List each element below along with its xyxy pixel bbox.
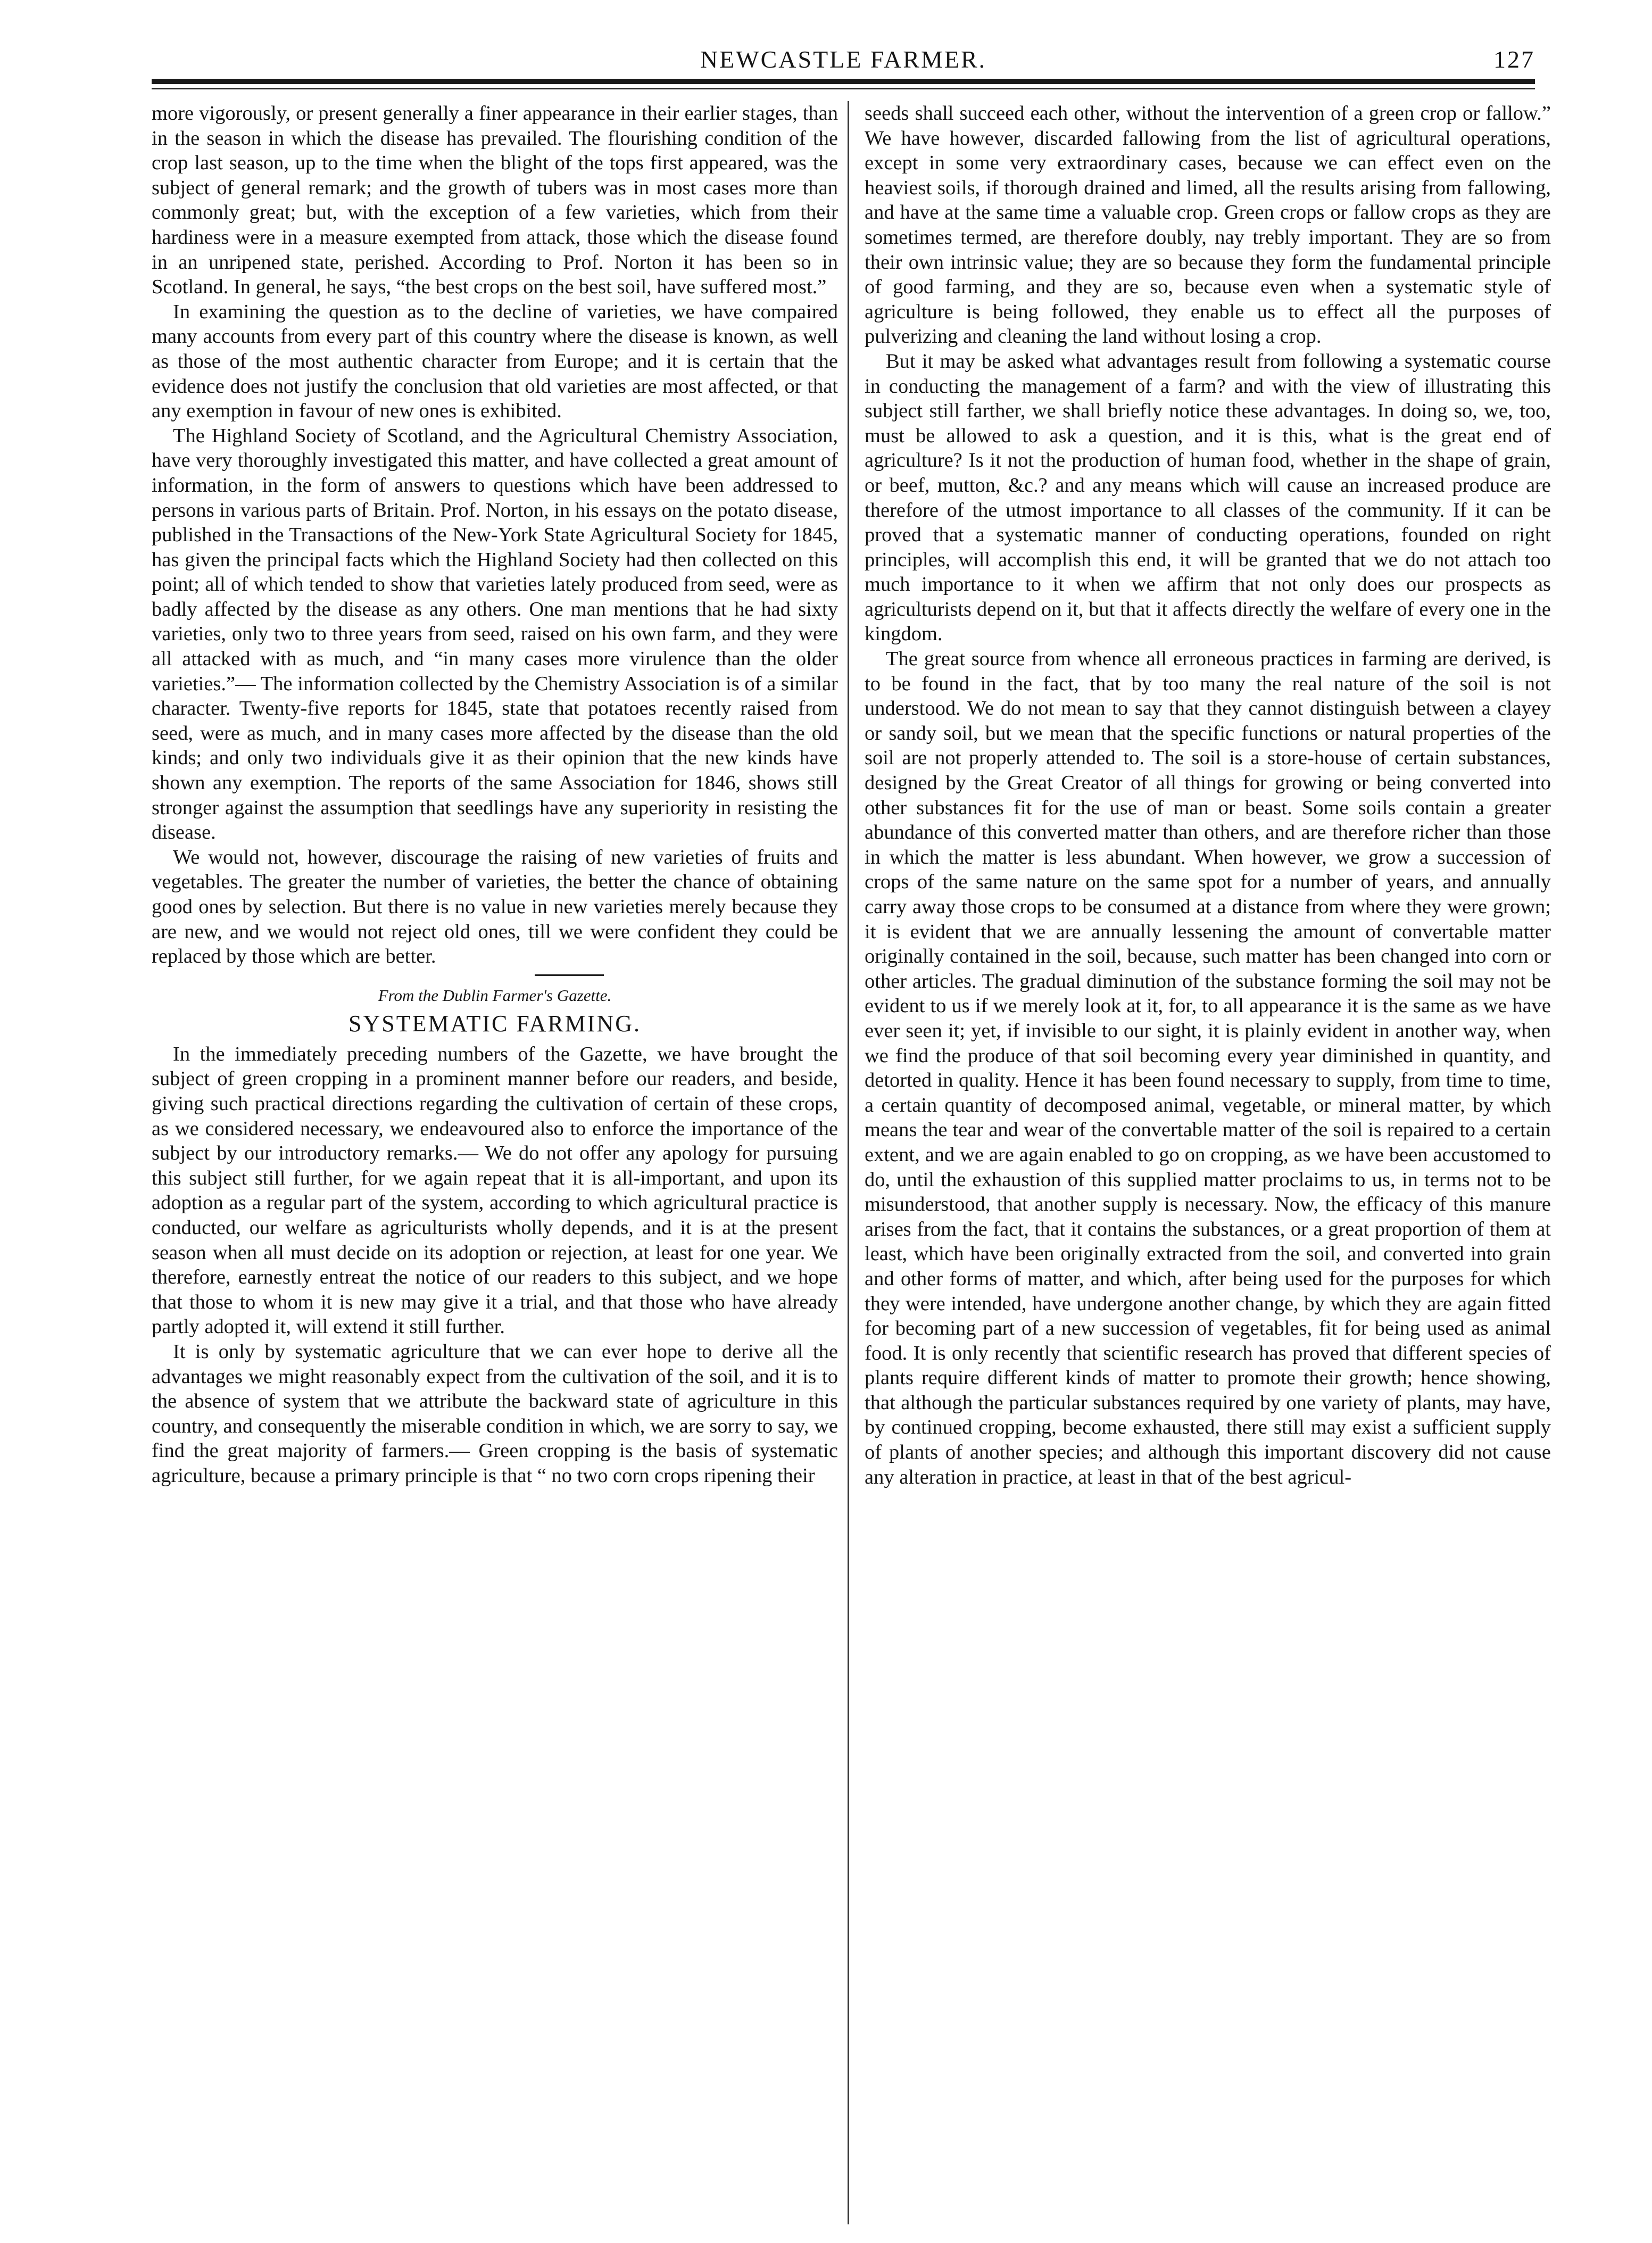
page-number: 127 xyxy=(1493,46,1535,73)
column-divider xyxy=(848,101,849,2224)
right-column xyxy=(865,101,1551,1489)
article-source: From the Dublin Farmer's Gazette. xyxy=(378,986,612,1005)
section-heading: SYSTEMATIC FARMING. xyxy=(348,1010,642,1037)
article-paragraph: The great source from whence all erroneous practices in farming are derived, is to be found in the fact, that by too many the real nature of the soil is not understood. We do not mean to say that they cannot distinguish between a clayey or sandy soil, but we mean that the specific functions or natural properties of the soil are not properly attended to. The soil is a store-house of certain substances, designed by the Great Creator of all things for growing or being converted into other substances fit for the use of man or beast. Some soils contain a greater abundance of this converted matter than others, and are therefore richer than those in which the matter is less abundant. When however, we grow a succession of crops of the same nature on the same spot for a number of years, and annually carry away those crops to be consumed at a distance from where they were grown; it is evident that we are annually lessening the amount of convertable matter originally contained in the soil, because, such matter has been changed into corn or other articles. The gradual diminution of the substance forming the soil may not be evident to us if we merely look at it, for, to all appearance it is the same as we have ever seen it; yet, if invisible to our sight, it is plainly evident in another way, when we find the produce of that soil becoming every year diminished in quantity, and detorted in quality. Hence it has been found necessary to supply, from time to time, a certain quantity of decomposed animal, vegetable, or mineral matter, by which means the tear and wear of the convertable matter of the soil is repaired to a certain extent, and we are again enabled to go on cropping, as we have been accustomed to do, until the exhaustion of this supplied matter proclaims to us, in terms not to be misunderstood, that another supply is necessary. Now, the efficacy of this manure arises from the fact, that it contains the substances, or a great proportion of them at least, which have been originally extracted from the soil, and converted into grain and other forms of matter, and which, after being used for the purposes for which they were intended, have undergone another change, by which they are again fitted for becoming part of a new succession of vegetables, fit for being used as animal food. It is only recently that scientific research has proved that different species of plants require different kinds of matter to promote their growth; hence showing, that although the particular substances required by one variety of plants, may have, by continued cropping, become exhausted, there still may exist a sufficient supply of plants of another species; and although this important discovery did not cause any alteration in practice, at least in that of the best agricul- xyxy=(865,648,1551,1488)
header-rule-thick xyxy=(152,79,1535,84)
article-paragraph: We would not, however, discourage the raising of new varieties of fruits and vegetables. The greater the number of varieties, the better the chance of obtaining good ones by selection. But there is no value in new varieties merely because they are new, and we would not reject old ones, till we were confident they could be replaced by those which are better. xyxy=(152,846,838,968)
article-paragraph: seeds shall succeed each other, without the intervention of a green crop or fallow.” We have however, discarded fallowing from the list of agricultural operations, except in some very extraordinary cases, because we can effect even on the heaviest soils, if thorough drained and limed, all the results arising from fallowing, and have at the same time a valuable crop. Green crops or fallow crops as they are sometimes termed, are therefore doubly, nay trebly important. They are so from their own intrinsic value; they are so because they form the fundamental principle of good farming, and they are so, because even when a systematic style of agriculture is being followed, they enable us to effect all the purposes of pulverizing and cleaning the land without losing a crop. xyxy=(865,102,1551,348)
header-rule-thin xyxy=(152,88,1535,89)
article-paragraph: In the immediately preceding numbers of the Gazette, we have brought the subject of green cropping in a prominent manner before our readers, and beside, giving such practical directions regarding the cultivation of certain of these crops, as we considered necessary, we endeavoured also to enforce the importance of the subject by our introductory remarks.— We do not offer any apology for pursuing this subject still further, for we again repeat that it is all-important, and upon its adoption as a regular part of the system, according to which agricultural practice is conducted, our welfare as agriculturists wholly depends, and it is at the present season when all must decide on its adoption or rejection, at least for one year. We therefore, earnestly entreat the notice of our readers to this subject, and we hope that those to whom it is new may give it a trial, and that those who have already partly adopted it, will extend it still further. xyxy=(152,1042,838,1338)
article-paragraph: In examining the question as to the decline of varieties, we have compaired many accounts from every part of this country where the disease is known, as well as those of the most authentic character from Europe; and it is certain that the evidence does not justify the conclusion that old varieties are most affected, or that any exemption in favour of new ones is exhibited. xyxy=(152,300,838,423)
article-paragraph: The Highland Society of Scotland, and the Agricultural Chemistry Association, have very thoroughly investigated this matter, and have collected a great amount of information, in the form of answers to questions which have been addressed to persons in various parts of Britain. Prof. Norton, in his essays on the potato disease, published in the Transactions of the New-York State Agricultural Society for 1845, has given the principal facts which the Highland Society had then collected on this point; all of which tended to show that varieties lately produced from seed, were as badly affected by the disease as any others. One man mentions that he had sixty varieties, only two to three years from seed, raised on his own farm, and they were all attacked with as much, and “in many cases more virulence than the older varieties.”— The information collected by the Chemistry Association is of a similar character. Twenty-five reports for 1845, state that potatoes recently raised from seed, were as much, and in many cases more affected by the disease than the old kinds; and only two individuals give it as their opinion that the new kinds have shown any exemption. The reports of the same Association for 1846, shows still stronger against the assumption that seedlings have any superiority in resisting the disease. xyxy=(152,424,838,844)
article-paragraph: But it may be asked what advantages result from following a systematic course in conducting the management of a farm? and with the view of illustrating this subject still farther, we shall briefly notice these advantages. In doing so, we, too, must be allowed to ask a question, and it is this, what is the great end of agriculture? Is it not the production of human food, whether in the shape of grain, or beef, mutton, &c.? and any means which will cause an increased produce are therefore of the utmost importance to all classes of the community. If it can be proved that a systematic manner of conducting operations, founded on right principles, will accomplish this end, it will be granted that we do not attach too much importance to it when we affirm that not only does our prospects as agriculturists depend on it, but that it affects directly the welfare of every one in the kingdom. xyxy=(865,350,1551,645)
article-paragraph: more vigorously, or present generally a finer appearance in their earlier stages, than in the season in which the disease has prevailed. The flourishing condition of the crop last season, up to the time when the blight of the tops first appeared, was the subject of general remark; and the growth of tubers was in most cases more than commonly great; but, with the exception of a few varieties, which from their hardiness were in a measure exempted from attack, those which the disease found in an unripened state, perished. According to Prof. Norton it has been so in Scotland. In general, he says, “the best crops on the best soil, have suffered most.” xyxy=(152,102,838,299)
running-title: NEWCASTLE FARMER. xyxy=(700,46,987,73)
article-paragraph: It is only by systematic agriculture that we can ever hope to derive all the advantages we might reasonably expect from the cultivation of the soil, and it is to the absence of system that we attribute the backward state of agriculture in this country, and consequently the miserable condition in which, we are sorry to say, we find the great majority of farmers.— Green cropping is the basis of systematic agriculture, because a primary principle is that “ no two corn crops ripening their xyxy=(152,1340,838,1487)
left-column xyxy=(152,101,838,1488)
masthead xyxy=(152,40,1535,82)
section-divider-rule xyxy=(535,974,604,976)
